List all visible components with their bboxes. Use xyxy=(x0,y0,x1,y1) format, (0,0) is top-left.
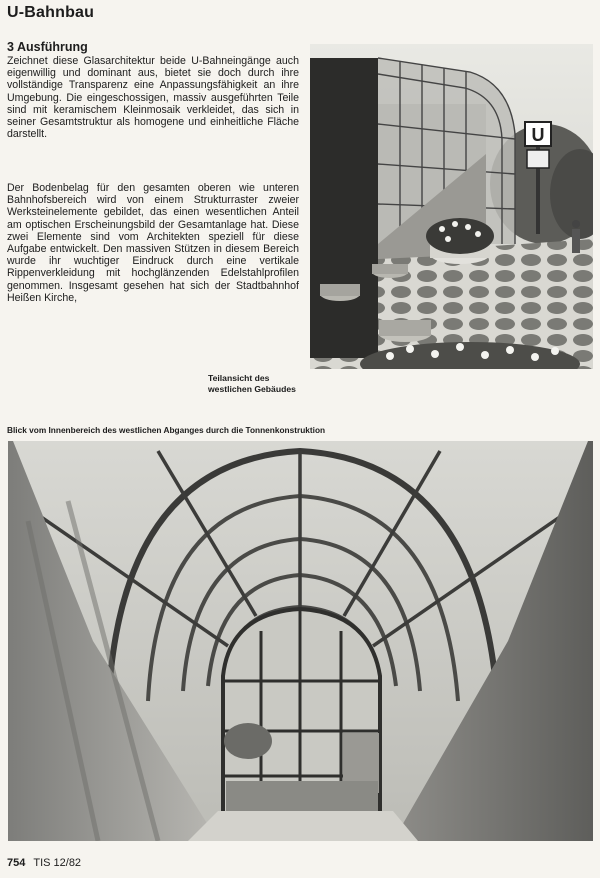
page-number: 754 xyxy=(7,857,26,869)
body-paragraph-2: Der Bodenbelag für den gesamten oberen wie unteren Bahnhofsbereich wird von einem Strukturraster zweier Werksteinelemente gebildet, das einen wesentlichen Anteil am optischen Erscheinungsbild der Gesamtanlage hat. Diese zwei Elemente sind vom Architekten speziell für diese Aufgabe entwickelt. Den massiven Stützen in diesem Bereich wurde ihr wuchtiger Eindruck durch eine vertikale Rippenverkleidung mit hochglänzenden Edelstahlprofilen genommen. Insgesamt gesehen hat sich der Stadtbahnhof Heißen Kirche, xyxy=(7,182,299,304)
page-header: U-Bahnbau xyxy=(7,4,95,21)
section-title: 3 Ausführung xyxy=(7,40,88,54)
page-footer xyxy=(7,857,81,869)
photo-barrel-vault xyxy=(8,441,593,841)
caption-line-2: westlichen Gebäudes xyxy=(208,383,296,394)
body-paragraph-1: Zeichnet diese Glasarchitektur beide U-Bahneingänge auch eigenwillig und dominant aus, bietet sie doch durch ihre vollständige Transparenz eine Anpassungsfähigkeit an ihre Umgebung. Die eingeschossigen, massiv ausgeführten Teile sind mit keramischem Kleinmosaik verkleidet, das sich in seiner Gesamtstruktur als homogene und einheitliche Fläche darstellt. xyxy=(7,55,299,141)
caption-line-1: Teilansicht des xyxy=(208,373,270,383)
caption-west-building xyxy=(208,373,296,394)
caption-vault-view: Blick vom Innenbereich des westlichen Abganges durch die Tonnenkonstruktion xyxy=(7,425,326,435)
photo-west-building xyxy=(310,44,593,369)
subway-sign: U xyxy=(531,125,545,145)
issue-label: TIS 12/82 xyxy=(33,857,82,869)
